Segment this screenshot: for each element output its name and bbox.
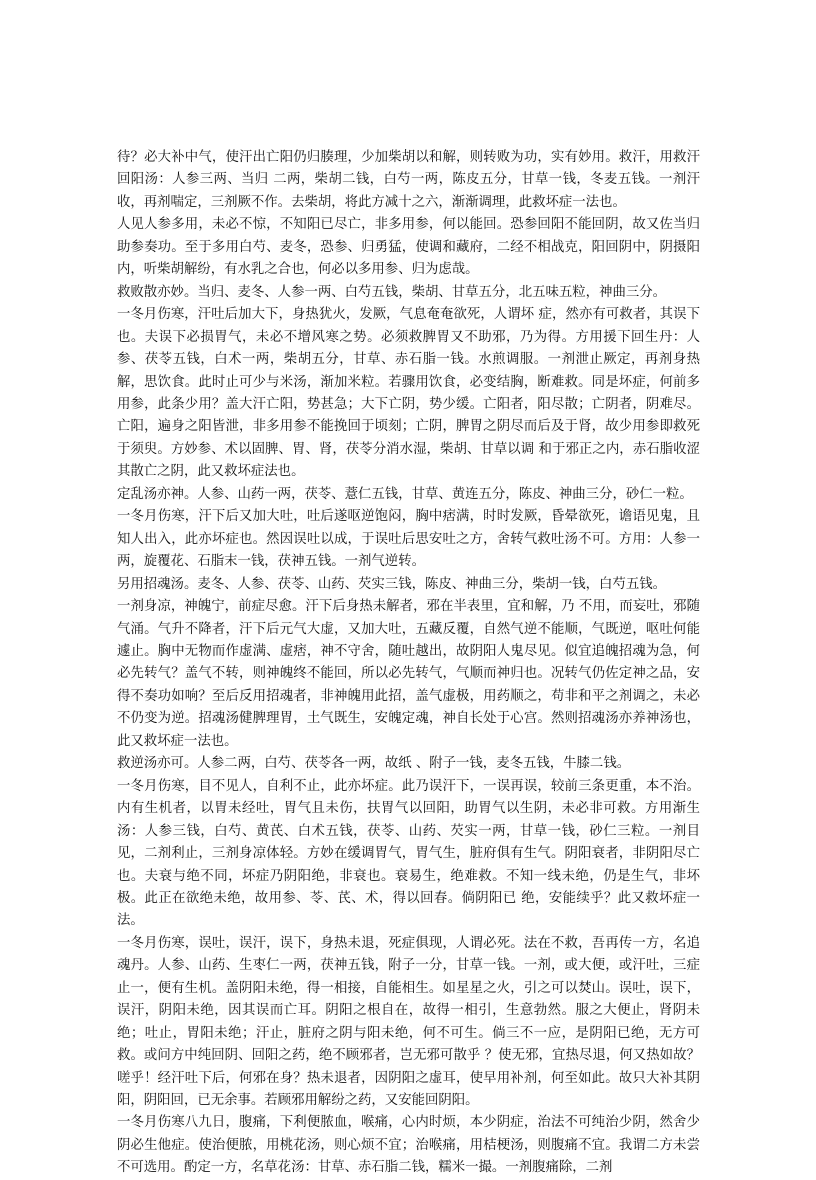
document-page — [117, 147, 700, 1180]
paragraph-3: 救败散亦妙。当归、麦冬、人参一两、白芍五钱，柴胡、甘草五分，北五味五粒，神曲三分。 — [117, 284, 667, 300]
paragraph-6: 一冬月伤寒，汗下后又加大吐，吐后遂呕逆饱闷，胸中痞满，时时发厥，昏晕欲死，谵语见鬼，且知人出入，此亦坏症也。然因误吐以成，于误吐后思安吐之方，舍转气救吐汤不可。方用：人参一两，旋覆花、石脂末一钱，茯神五钱。一剂气逆转。 — [117, 509, 700, 570]
paragraph-9: 救逆汤亦可。人参二两，白芍、茯苓各一两，故纸 、附子一钱，麦冬五钱，牛膝二钱。 — [117, 756, 631, 772]
paragraph-4: 一冬月伤寒，汗吐后加大下，身热犹火，发厥，气息奄奄欲死，人谓坏 症，然亦有可救者，其误下也。夫误下必损胃气，未必不增风寒之势。必须救脾胃又不助邪，乃为得。方用援下回生丹：人参、茯苓五钱，白术一两，柴胡五分，甘草、赤石脂一钱。水煎调服。一剂泄止厥定，再剂身热解，思饮食。此时止可少与米汤，渐加米粒。若骤用饮食，必变结胸，断难救。同是坏症，何前多用参，此条少用？盖大汗亡阳，势甚急；大下亡阴，势少缓。亡阳者，阳尽散；亡阴者，阴难尽。亡阳，遍身之阳皆泄，非多用参不能挽回于顷刻；亡阴，脾胃之阴尽而后及于肾，故少用参即救死于须臾。方妙参、术以固脾、胃、肾，茯苓分消水湿，柴胡、甘草以调 和于邪正之内，赤石脂收涩其散亡之阴，此又救坏症法也。 — [117, 307, 700, 480]
paragraph-2: 人见人参多用，未必不惊，不知阳已尽亡，非多用参，何以能回。恐参回阳不能回阴，故又佐当归助参奏功。至于多用白芍、麦冬，恐参、归勇猛，使调和藏府，二经不相战克，阳回阴中，阴摄阳内，听柴胡解纷，有水乳之合也，何必以多用参、归为虑哉。 — [117, 217, 700, 278]
paragraph-11: 一冬月伤寒，误吐，误汗，误下，身热未退，死症俱现，人谓必死。法在不救，吾再传一方，名追魂丹。人参、山药、生枣仁一两，茯神五钱，附子一分，甘草一钱。一剂，或大便，或汗吐，三症止一，便有生机。盖阴阳未绝，得一相接，自能相生。如星星之火，引之可以焚山。误吐，误下，误汗，阴阳未绝，因其误而亡耳。阴阳之根自在，故得一相引，生意勃然。服之大便止，肾阴未绝；吐止，胃阳未绝；汗止，脏府之阴与阳未绝，何不可生。倘三不一应，是阴阳已绝，无方可救。或问方中纯回阴、回阳之药，绝不顾邪者，岂无邪可散乎 ？使无邪，宜热尽退，何又热如故？嗟乎！经汗吐下后，何邪在身？热未退者，因阴阳之虚耳，使早用补剂，何至如此。故只大补其阴阳，阴阳回，已无余事。若顾邪用解纷之药，又安能回阴阳。 — [117, 935, 700, 1109]
paragraph-1: 待？必大补中气，使汗出亡阳仍归腠理，少加柴胡以和解，则转败为功，实有妙用。救汗，用救汗回阳汤：人参三两、当归 二两，柴胡二钱，白芍一两，陈皮五分，甘草一钱，冬麦五钱。一剂汗收，再剂喘定，三剂厥不作。去柴胡，将此方减十之六，渐渐调理，此救坏症一法也。 — [117, 150, 700, 210]
paragraph-5: 定乱汤亦神。人参、山药一两，茯苓、薏仁五钱，甘草、黄连五分，陈皮、神曲三分，砂仁一粒。 — [117, 486, 693, 502]
paragraph-12: 一冬月伤寒八九日，腹痛，下利便脓血，喉痛，心内时烦，本少阴症，治法不可纯治少阴，然舍少阴必生他症。使治便脓，用桃花汤，则心烦不宜；治喉痛，用桔梗汤，则腹痛不宜。我谓二方未尝不可选用。酌定一方，名草花汤：甘草、赤石脂二钱，糯米一撮。一剂腹痛除，二剂 — [117, 1115, 700, 1176]
paragraph-10: 一冬月伤寒，目不见人，自利不止，此亦坏症。此乃误汗下，一误再误，较前三条更重，本不治。内有生机者，以胃未经吐，胃气且未伤，扶胃气以回阳，助胃气以生阴，未必非可救。方用渐生汤：人参三钱，白芍、黄芪、白术五钱，茯苓、山药、芡实一两，甘草一钱，砂仁三粒。一剂目见，二剂利止，三剂身凉体轻。方妙在缓调胃气，胃气生，脏府俱有生气。阴阳衰者，非阴阳尽亡也。夫衰与绝不同，坏症乃阴阳绝，非衰也。衰易生，绝难救。不知一线未绝，仍是生气，非坏极。此正在欲绝未绝，故用参、苓、芪、术，得以回春。倘阴阳已 绝，安能续乎？此又救坏症一法。 — [117, 778, 700, 929]
paragraph-8: 一剂身凉，神魄宁，前症尽愈。汗下后身热未解者，邪在半表里，宜和解，乃 不用，而妄吐，邪随气涌。气升不降者，汗下后元气大虚，又加大吐，五藏反覆，自然气逆不能顺，气既逆，呕吐何能遽止。胸中无物而作虚满、虚痞，神不守舍，随吐越出，故阴阳人鬼尽见。似宜追魄招魂为急，何必先转气？盖气不转，则神魄终不能回，所以必先转气，气顺而神归也。况转气仍佐定神之品，安得不奏功如响？至后反用招魂者，非神魄用此招，盖气虚极，用药顺之，苟非和平之剂调之，未必不仍变为逆。招魂汤健脾理胃，土气既生，安魄定魂，神自长处于心宫。然则招魂汤亦养神汤也，此又救坏症一法也。 — [117, 599, 700, 749]
paragraph-7: 另用招魂汤。麦冬、人参、茯苓、山药、芡实三钱，陈皮、神曲三分，柴胡一钱，白芍五钱。 — [117, 576, 667, 592]
